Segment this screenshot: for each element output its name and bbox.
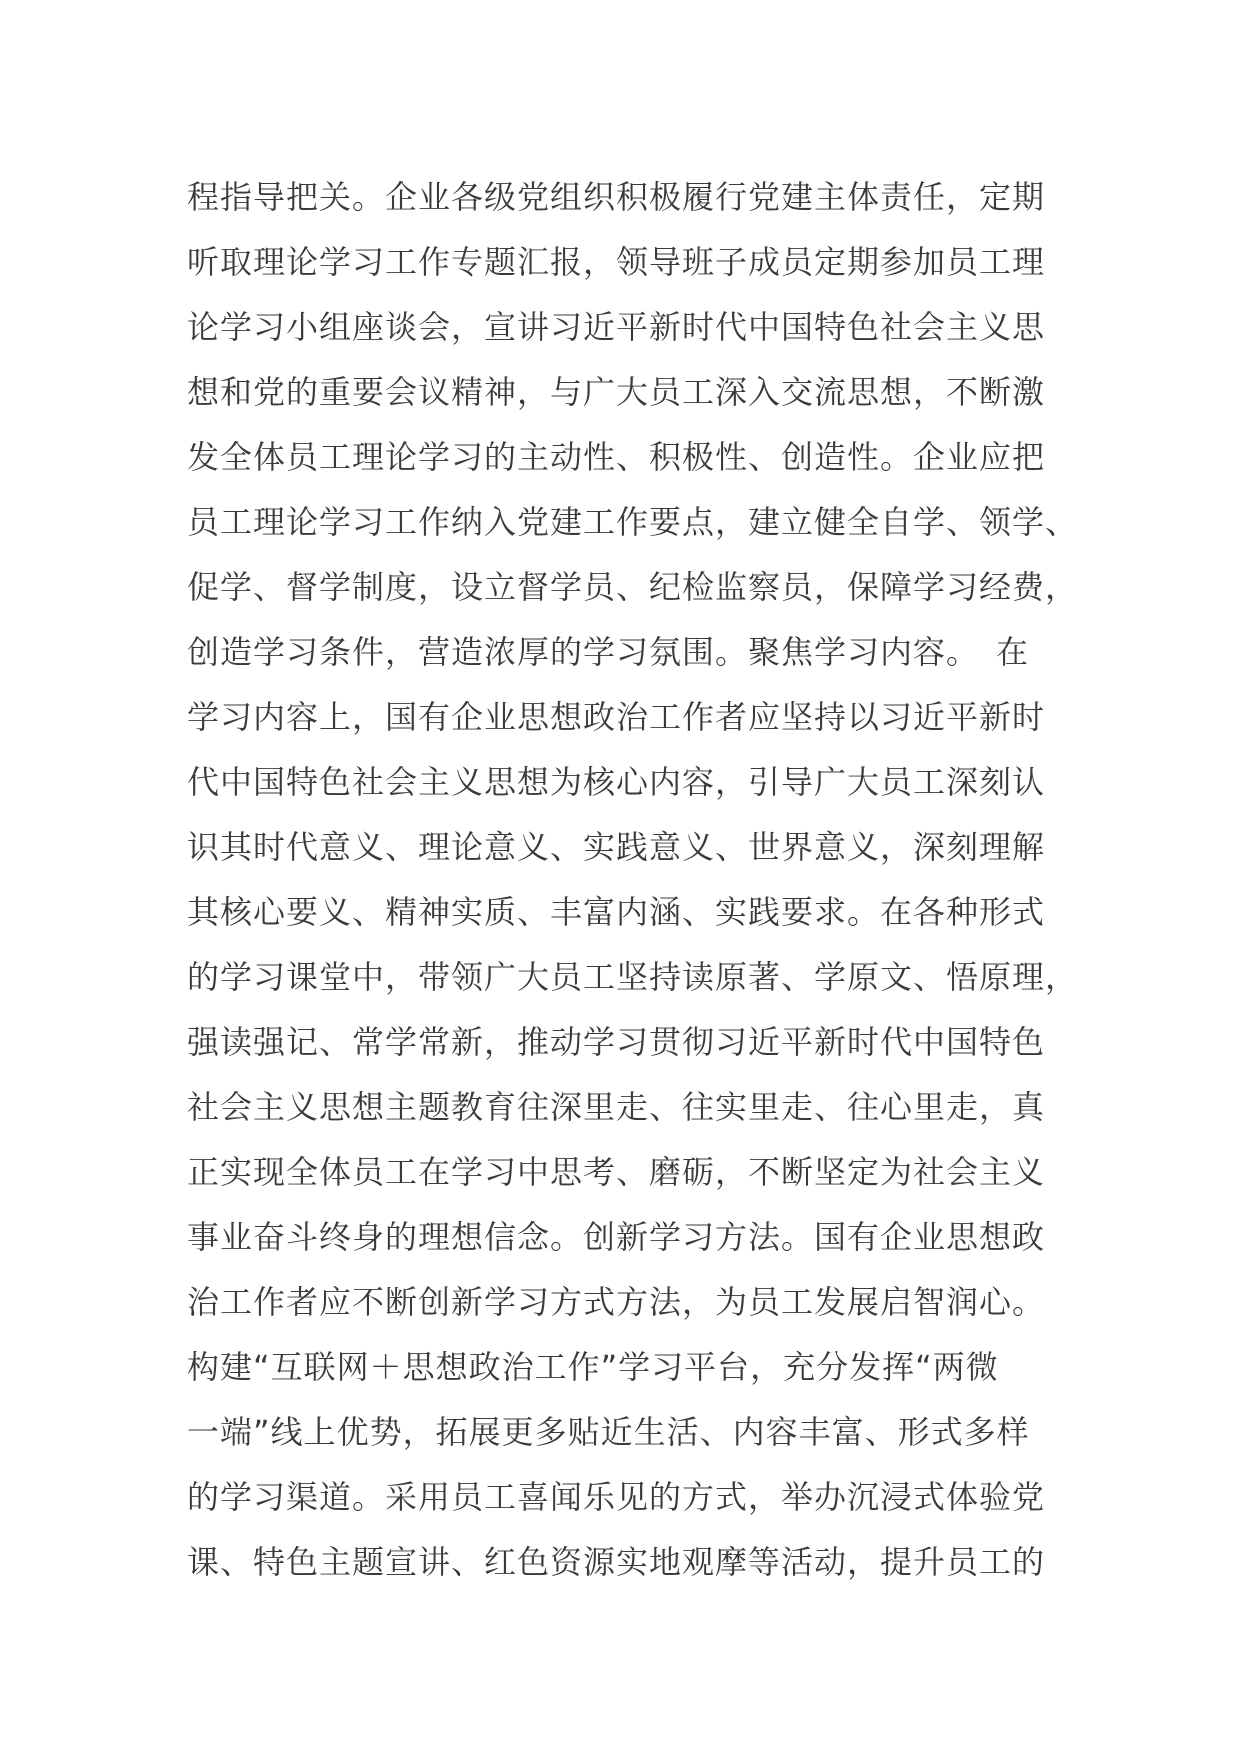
text-line: 课、特色主题宣讲、红色资源实地观摩等活动，提升员工的 [187,1543,1046,1581]
text-line: 构建“互联网＋思想政治工作”学习平台，充分发挥“两微 [187,1348,999,1386]
text-line: 社会主义思想主题教育往深里走、往实里走、往心里走，真 [187,1088,1046,1126]
text-line: 事业奋斗终身的理想信念。创新学习方法。国有企业思想政 [187,1218,1046,1256]
text-line: 学习内容上，国有企业思想政治工作者应坚持以习近平新时 [187,698,1046,736]
text-line: 一端”线上优势，拓展更多贴近生活、内容丰富、形式多样 [187,1413,1030,1451]
text-line: 发全体员工理论学习的主动性、积极性、创造性。企业应把 [187,438,1046,476]
text-line: 识其时代意义、理论意义、实践意义、世界意义，深刻理解 [187,828,1046,866]
text-line: 促学、督学制度，设立督学员、纪检监察员，保障学习经费， [187,568,1079,606]
text-line: 程指导把关。企业各级党组织积极履行党建主体责任，定期 [187,178,1046,216]
text-line: 想和党的重要会议精神，与广大员工深入交流思想，不断激 [187,373,1046,411]
text-line: 其核心要义、精神实质、丰富内涵、实践要求。在各种形式 [187,893,1046,931]
text-line: 的学习渠道。采用员工喜闻乐见的方式，举办沉浸式体验党 [187,1478,1046,1516]
text-line: 的学习课堂中，带领广大员工坚持读原著、学原文、悟原理， [187,958,1079,996]
text-line: 强读强记、常学常新，推动学习贯彻习近平新时代中国特色 [187,1023,1046,1061]
body-text [187,165,1087,1595]
text-line: 论学习小组座谈会，宣讲习近平新时代中国特色社会主义思 [187,308,1046,346]
text-line: 正实现全体员工在学习中思考、磨砺，不断坚定为社会主义 [187,1153,1046,1191]
text-line: 治工作者应不断创新学习方式方法，为员工发展启智润心。 [187,1283,1046,1321]
text-line: 听取理论学习工作专题汇报，领导班子成员定期参加员工理 [187,243,1046,281]
text-line: 员工理论学习工作纳入党建工作要点，建立健全自学、领学、 [187,503,1079,541]
text-line: 代中国特色社会主义思想为核心内容，引导广大员工深刻认 [187,763,1046,801]
text-line: 创造学习条件，营造浓厚的学习氛围。聚焦学习内容。 在 [187,633,1030,671]
